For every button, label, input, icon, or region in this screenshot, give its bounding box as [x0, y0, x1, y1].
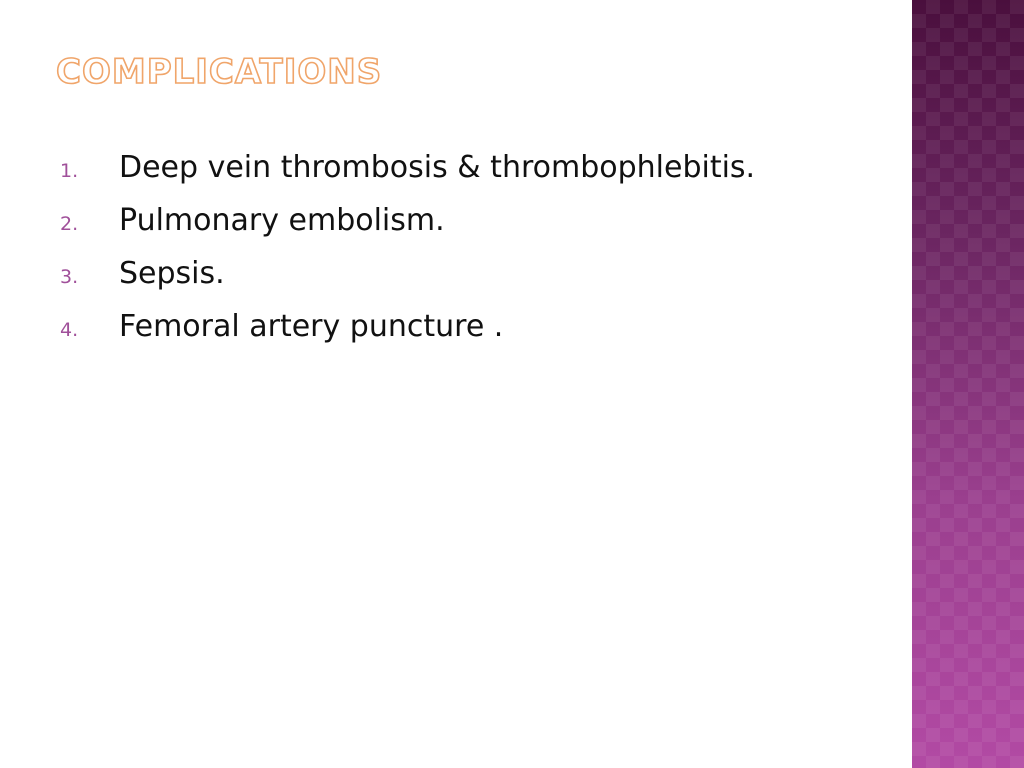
decorative-side-band — [912, 0, 1024, 768]
complications-list — [60, 150, 755, 362]
list-item — [60, 309, 755, 362]
list-item-number: 1. — [60, 160, 79, 182]
list-item-text: Sepsis. — [119, 256, 225, 291]
list-item — [60, 150, 755, 203]
list-item-number: 4. — [60, 319, 79, 341]
list-item — [60, 203, 755, 256]
list-item — [60, 256, 755, 309]
list-item-text: Pulmonary embolism. — [119, 203, 445, 238]
list-item-text: Deep vein thrombosis & thrombophlebitis. — [119, 150, 756, 185]
list-item-text: Femoral artery puncture . — [119, 309, 504, 344]
slide-title: COMPLICATIONS — [56, 52, 383, 92]
list-item-number: 2. — [60, 213, 79, 235]
list-item-number: 3. — [60, 266, 79, 288]
